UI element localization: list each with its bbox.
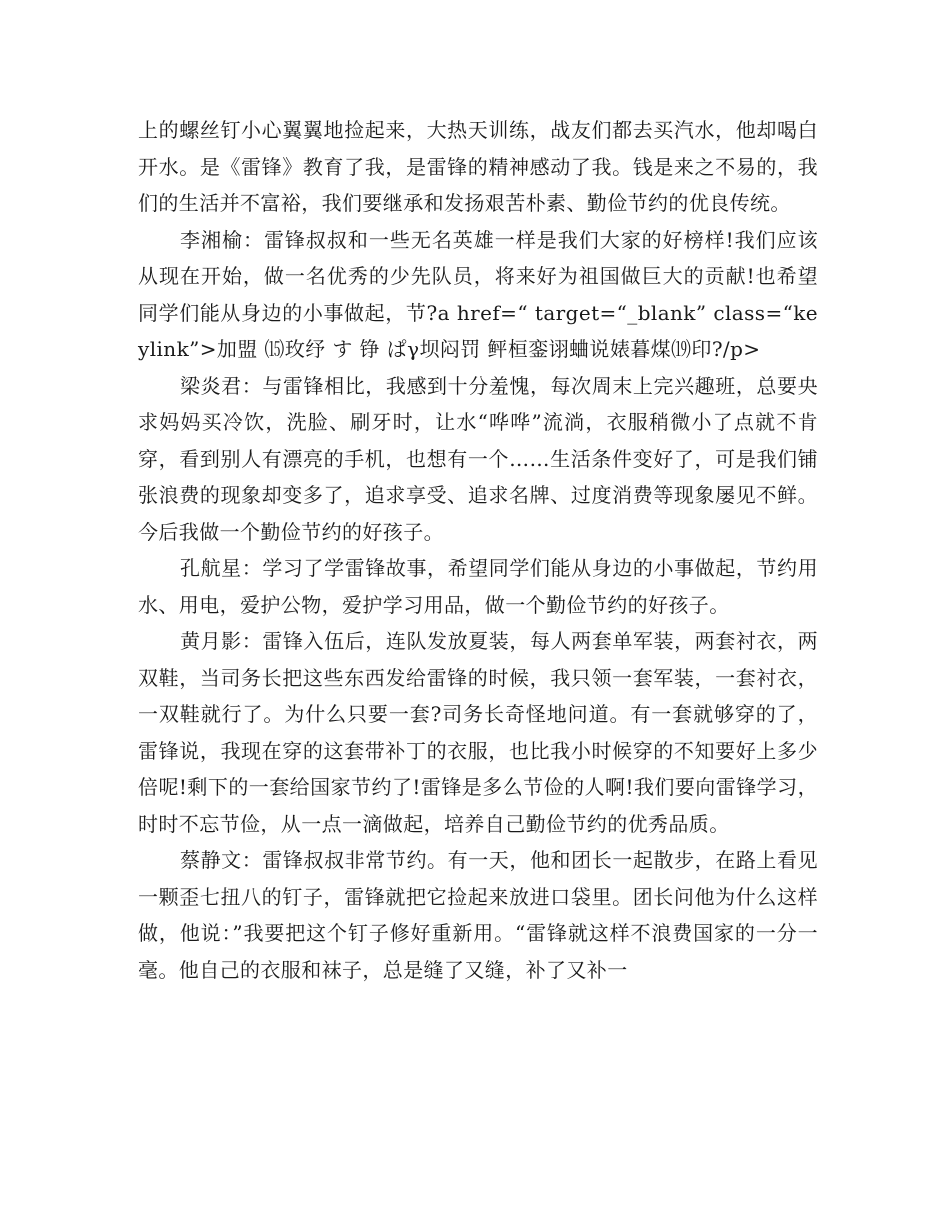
paragraph-liang-yanjun: 梁炎君：与雷锋相比，我感到十分羞愧，每次周末上完兴趣班，总要央求妈妈买冷饮，洗脸、刷牙时，让水“哗哗”流淌，衣服稍微小了点就不肯穿，看到别人有漂亮的手机，也想有一个……生活条件变好了，可是我们铺张浪费的现象却变多了，追求享受、追求名牌、过度消费等现象屡见不鲜。今后我做一个勤俭节约的好孩子。: [138, 373, 818, 544]
paragraph-cai-jingwen: 蔡静文：雷锋叔叔非常节约。有一天，他和团长一起散步，在路上看见一颗歪七扭八的钉子，雷锋就把它捡起来放进口袋里。团长问他为什么这样做，他说：”我要把这个钉子修好重新用。“雷锋就这样不浪费国家的一分一毫。他自己的衣服和袜子，总是缝了又缝，补了又补一: [138, 848, 818, 982]
paragraph-kong-hangxing: 孔航星：学习了学雷锋故事，希望同学们能从身边的小事做起，节约用水、用电，爱护公物，爱护学习用品，做一个勤俭节约的好孩子。: [138, 556, 818, 617]
paragraph-continuation: 上的螺丝钉小心翼翼地捡起来，大热天训练，战友们都去买汽水，他却喝白开水。是《雷锋》教育了我，是雷锋的精神感动了我。钱是来之不易的，我们的生活并不富裕，我们要继承和发扬艰苦朴素、勤俭节约的优良传统。: [138, 118, 818, 215]
document-body: [138, 112, 818, 988]
paragraph-li-xiangyu: 李湘榆：雷锋叔叔和一些无名英雄一样是我们大家的好榜样!我们应该从现在开始，做一名优秀的少先队员，将来好为祖国做巨大的贡献!也希望同学们能从身边的小事做起，节?a href=“ target=“_blank” class=“keylink”>加盟 ⒂玫纾 す 铮 ぱγ坝闷罚 鲆桓銮诩蛐说婊暮煤⒆印?/p>: [138, 227, 818, 361]
paragraph-huang-yueying: 黄月影：雷锋入伍后，连队发放夏装，每人两套单军装，两套衬衣，两双鞋，当司务长把这些东西发给雷锋的时候，我只领一套军装，一套衬衣，一双鞋就行了。为什么只要一套?司务长奇怪地问道。有一套就够穿的了，雷锋说，我现在穿的这套带补丁的衣服，也比我小时候穿的不知要好上多少倍呢!剩下的一套给国家节约了!雷锋是多么节俭的人啊!我们要向雷锋学习，时时不忘节俭，从一点一滴做起，培养自己勤俭节约的优秀品质。: [138, 629, 818, 836]
